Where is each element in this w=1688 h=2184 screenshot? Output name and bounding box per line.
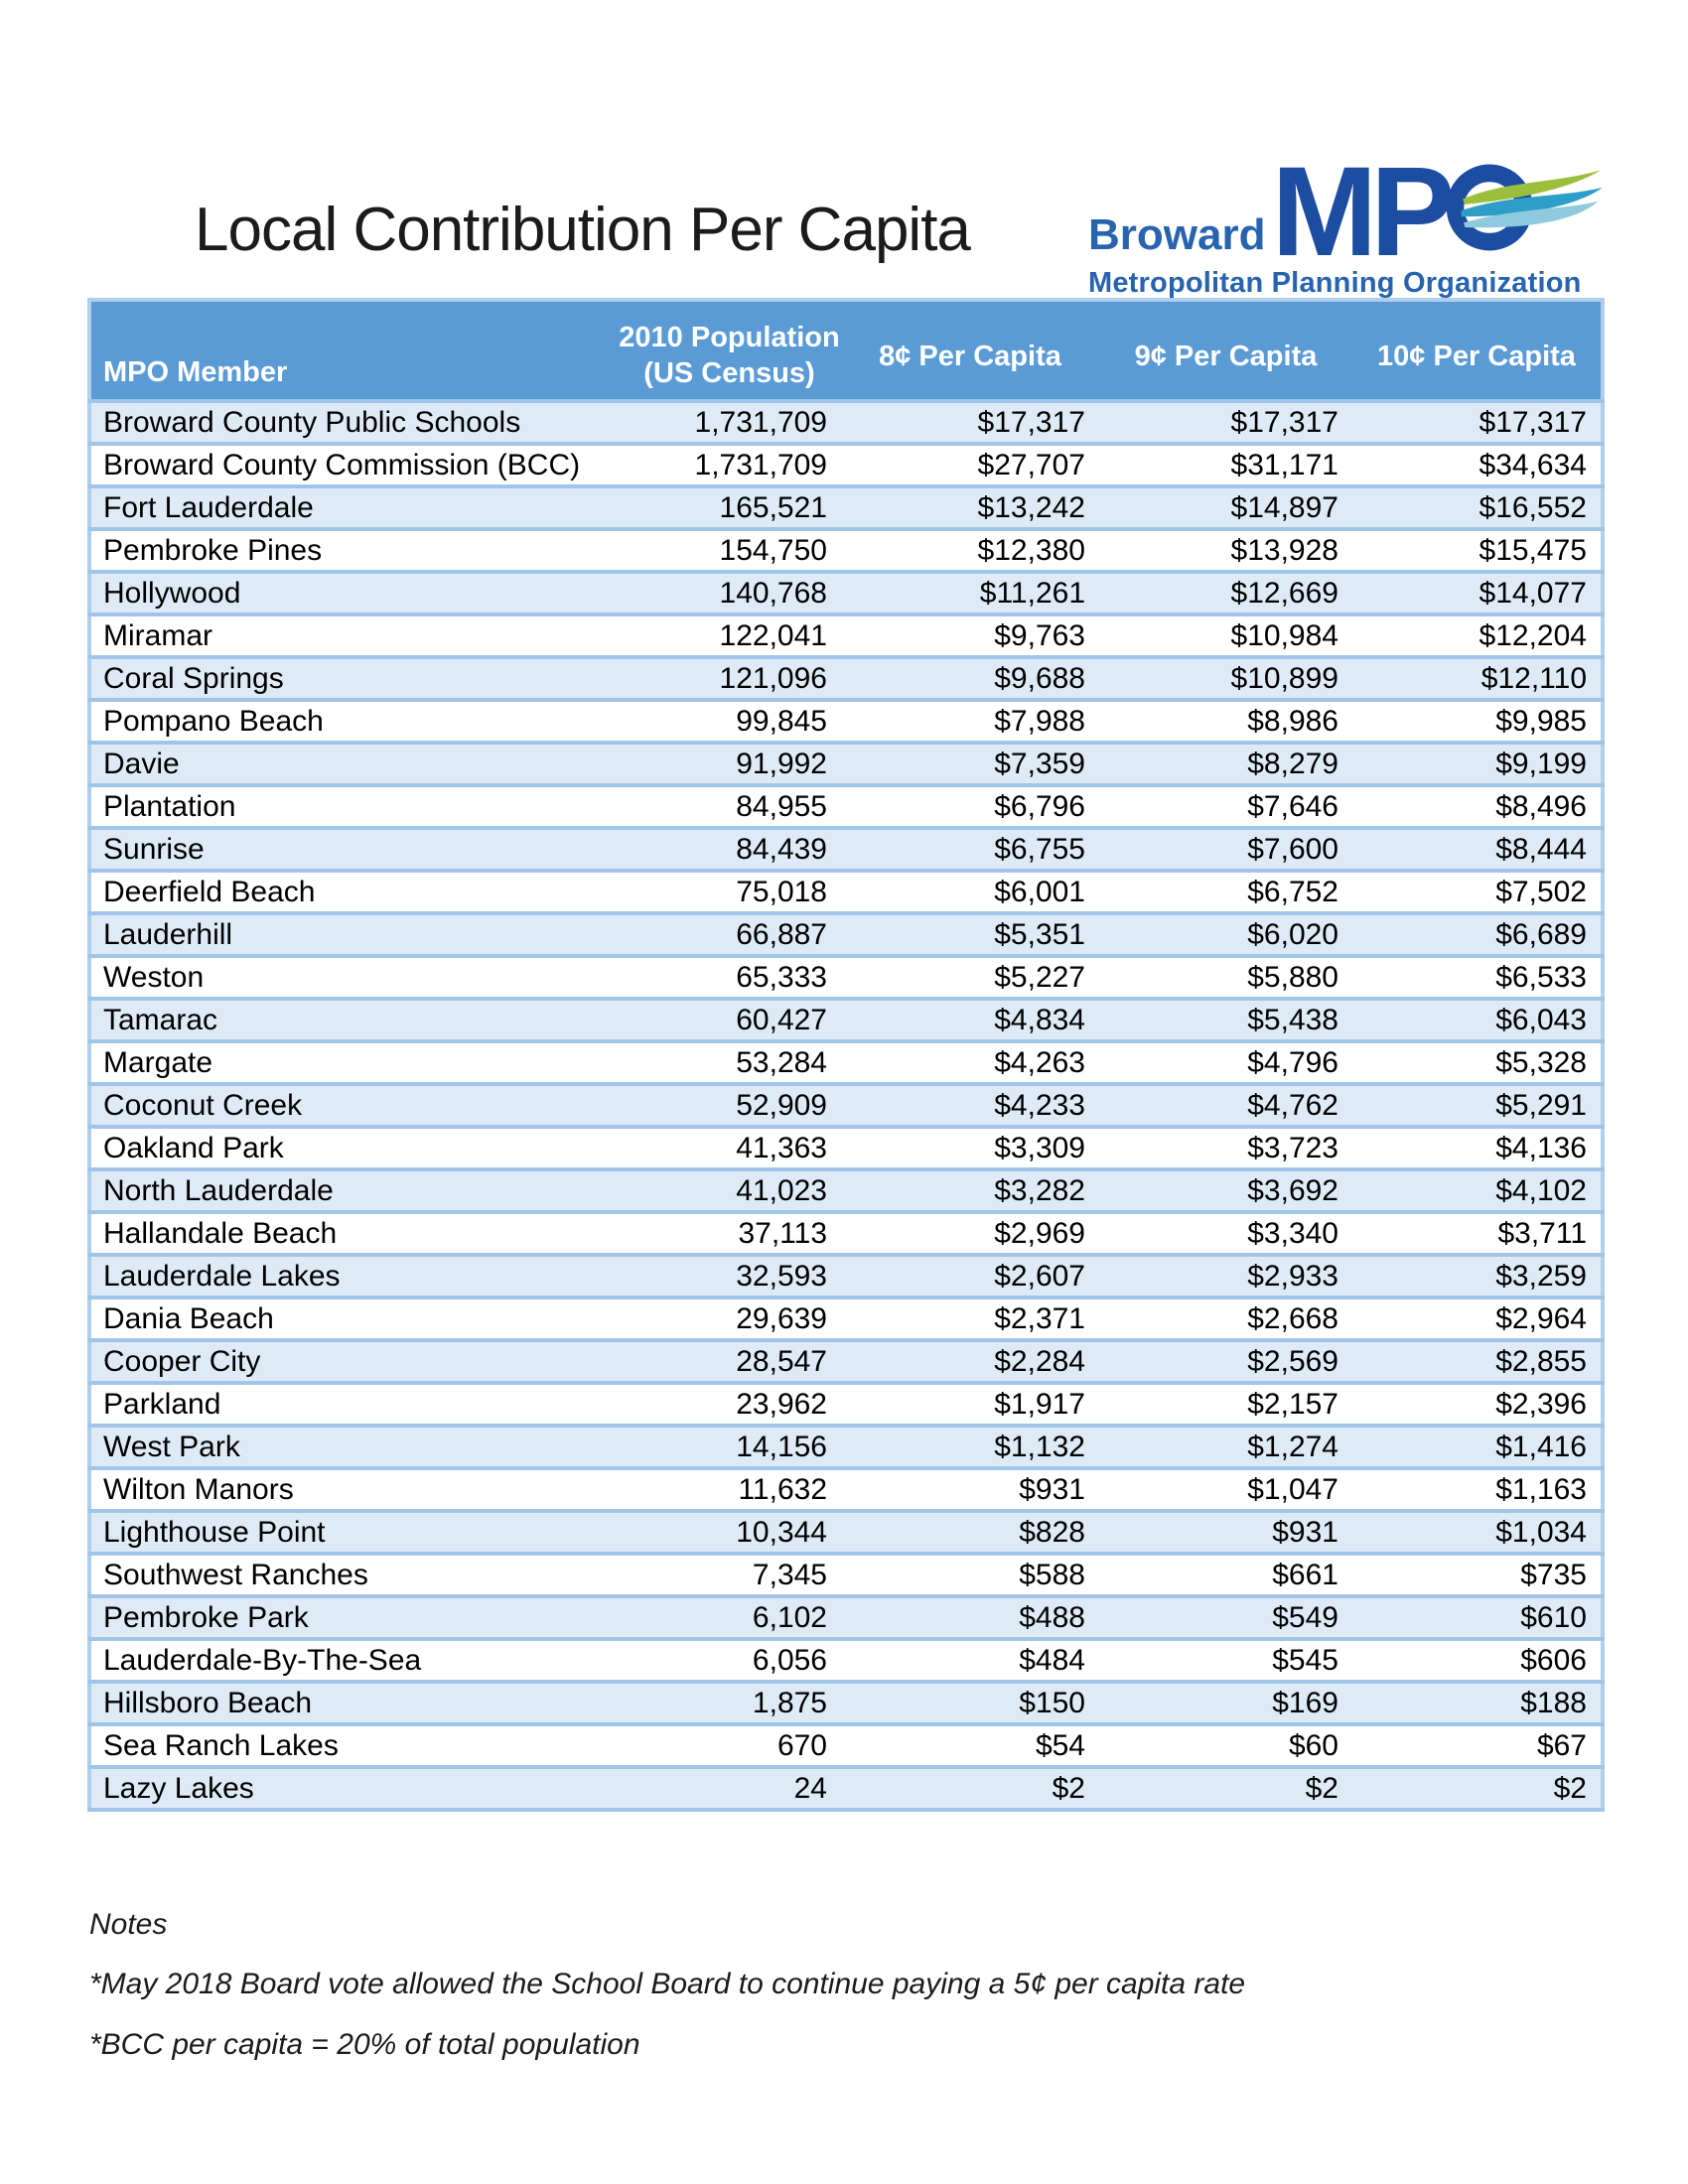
cell-mpo-member: Lighthouse Point	[89, 1511, 618, 1554]
table-row	[89, 1041, 1603, 1084]
cell-8c-amount: $150	[841, 1682, 1099, 1724]
cell-10c-amount: $8,496	[1352, 785, 1603, 828]
cell-mpo-member: Lauderdale-By-The-Sea	[89, 1639, 618, 1682]
cell-population: 23,962	[618, 1383, 841, 1426]
cell-10c-amount: $12,204	[1352, 614, 1603, 657]
cell-8c-amount: $2,284	[841, 1340, 1099, 1383]
cell-population: 140,768	[618, 572, 841, 614]
cell-10c-amount: $610	[1352, 1596, 1603, 1639]
cell-population: 6,102	[618, 1596, 841, 1639]
cell-mpo-member: Wilton Manors	[89, 1468, 618, 1511]
cell-population: 84,439	[618, 828, 841, 871]
cell-8c-amount: $2	[841, 1767, 1099, 1810]
cell-10c-amount: $1,163	[1352, 1468, 1603, 1511]
cell-10c-amount: $6,043	[1352, 999, 1603, 1041]
mpo-globe-swoosh-icon	[1444, 147, 1605, 268]
cell-8c-amount: $1,132	[841, 1426, 1099, 1468]
table-row	[89, 1724, 1603, 1767]
cell-population: 122,041	[618, 614, 841, 657]
cell-8c-amount: $3,309	[841, 1127, 1099, 1169]
cell-10c-amount: $5,328	[1352, 1041, 1603, 1084]
cell-9c-amount: $2,569	[1099, 1340, 1352, 1383]
cell-population: 99,845	[618, 700, 841, 743]
table-row	[89, 700, 1603, 743]
cell-8c-amount: $5,351	[841, 913, 1099, 956]
cell-mpo-member: Lazy Lakes	[89, 1767, 618, 1810]
logo-acronym-text: MP	[1271, 141, 1449, 284]
table-row	[89, 1084, 1603, 1127]
cell-mpo-member: Cooper City	[89, 1340, 618, 1383]
cell-population: 1,875	[618, 1682, 841, 1724]
cell-9c-amount: $549	[1099, 1596, 1352, 1639]
cell-10c-amount: $9,985	[1352, 700, 1603, 743]
cell-9c-amount: $2,157	[1099, 1383, 1352, 1426]
cell-population: 29,639	[618, 1297, 841, 1340]
cell-8c-amount: $4,834	[841, 999, 1099, 1041]
cell-population: 37,113	[618, 1212, 841, 1255]
cell-10c-amount: $34,634	[1352, 444, 1603, 486]
cell-10c-amount: $8,444	[1352, 828, 1603, 871]
cell-8c-amount: $2,607	[841, 1255, 1099, 1297]
cell-8c-amount: $828	[841, 1511, 1099, 1554]
cell-population: 121,096	[618, 657, 841, 700]
cell-mpo-member: Hallandale Beach	[89, 1212, 618, 1255]
cell-mpo-member: North Lauderdale	[89, 1169, 618, 1212]
cell-mpo-member: Coconut Creek	[89, 1084, 618, 1127]
cell-9c-amount: $545	[1099, 1639, 1352, 1682]
cell-8c-amount: $3,282	[841, 1169, 1099, 1212]
cell-8c-amount: $7,359	[841, 743, 1099, 785]
cell-8c-amount: $4,233	[841, 1084, 1099, 1127]
cell-mpo-member: Dania Beach	[89, 1297, 618, 1340]
broward-mpo-logo	[1088, 139, 1605, 300]
population-header-line1: 2010 Population	[619, 321, 840, 353]
table-row	[89, 1340, 1603, 1383]
table-row	[89, 1169, 1603, 1212]
cell-mpo-member: Davie	[89, 743, 618, 785]
column-header-population	[618, 300, 841, 401]
cell-9c-amount: $3,692	[1099, 1169, 1352, 1212]
table-row	[89, 913, 1603, 956]
table-row	[89, 1127, 1603, 1169]
cell-9c-amount: $8,986	[1099, 700, 1352, 743]
cell-9c-amount: $10,899	[1099, 657, 1352, 700]
page-title: Local Contribution Per Capita	[195, 196, 970, 264]
cell-9c-amount: $2	[1099, 1767, 1352, 1810]
cell-10c-amount: $3,259	[1352, 1255, 1603, 1297]
cell-mpo-member: Deerfield Beach	[89, 871, 618, 913]
cell-9c-amount: $6,752	[1099, 871, 1352, 913]
cell-population: 52,909	[618, 1084, 841, 1127]
cell-mpo-member: Lauderhill	[89, 913, 618, 956]
cell-8c-amount: $1,917	[841, 1383, 1099, 1426]
cell-9c-amount: $7,646	[1099, 785, 1352, 828]
cell-10c-amount: $7,502	[1352, 871, 1603, 913]
table-row	[89, 572, 1603, 614]
cell-9c-amount: $4,762	[1099, 1084, 1352, 1127]
cell-10c-amount: $1,034	[1352, 1511, 1603, 1554]
cell-mpo-member: Tamarac	[89, 999, 618, 1041]
table-row	[89, 743, 1603, 785]
cell-10c-amount: $17,317	[1352, 401, 1603, 444]
table-row	[89, 1511, 1603, 1554]
column-header-8c-per-capita: 8¢ Per Capita	[841, 300, 1099, 401]
cell-10c-amount: $2	[1352, 1767, 1603, 1810]
cell-10c-amount: $67	[1352, 1724, 1603, 1767]
table-header-row	[89, 300, 1603, 401]
table-row	[89, 401, 1603, 444]
per-capita-table	[87, 298, 1605, 1812]
cell-9c-amount: $10,984	[1099, 614, 1352, 657]
cell-population: 10,344	[618, 1511, 841, 1554]
cell-population: 670	[618, 1724, 841, 1767]
cell-9c-amount: $17,317	[1099, 401, 1352, 444]
cell-population: 75,018	[618, 871, 841, 913]
cell-mpo-member: Broward County Public Schools	[89, 401, 618, 444]
cell-10c-amount: $6,533	[1352, 956, 1603, 999]
cell-population: 84,955	[618, 785, 841, 828]
cell-mpo-member: Hollywood	[89, 572, 618, 614]
cell-10c-amount: $2,964	[1352, 1297, 1603, 1340]
cell-9c-amount: $13,928	[1099, 529, 1352, 572]
table-row	[89, 1682, 1603, 1724]
logo-brand-text: Broward	[1088, 210, 1266, 259]
population-header-line2: (US Census)	[643, 356, 815, 389]
table-row	[89, 999, 1603, 1041]
cell-population: 65,333	[618, 956, 841, 999]
cell-9c-amount: $2,668	[1099, 1297, 1352, 1340]
cell-10c-amount: $12,110	[1352, 657, 1603, 700]
cell-8c-amount: $2,969	[841, 1212, 1099, 1255]
cell-8c-amount: $13,242	[841, 486, 1099, 529]
table-row	[89, 444, 1603, 486]
cell-mpo-member: Fort Lauderdale	[89, 486, 618, 529]
cell-mpo-member: West Park	[89, 1426, 618, 1468]
cell-9c-amount: $12,669	[1099, 572, 1352, 614]
cell-population: 154,750	[618, 529, 841, 572]
cell-8c-amount: $488	[841, 1596, 1099, 1639]
cell-10c-amount: $16,552	[1352, 486, 1603, 529]
cell-8c-amount: $27,707	[841, 444, 1099, 486]
cell-8c-amount: $588	[841, 1554, 1099, 1596]
cell-mpo-member: Southwest Ranches	[89, 1554, 618, 1596]
table-row	[89, 529, 1603, 572]
cell-population: 7,345	[618, 1554, 841, 1596]
cell-population: 32,593	[618, 1255, 841, 1297]
table-row	[89, 486, 1603, 529]
cell-9c-amount: $5,438	[1099, 999, 1352, 1041]
cell-10c-amount: $188	[1352, 1682, 1603, 1724]
cell-10c-amount: $606	[1352, 1639, 1603, 1682]
cell-10c-amount: $9,199	[1352, 743, 1603, 785]
notes-section	[89, 1908, 1245, 2089]
table-row	[89, 1596, 1603, 1639]
cell-population: 41,363	[618, 1127, 841, 1169]
cell-mpo-member: Pompano Beach	[89, 700, 618, 743]
cell-8c-amount: $2,371	[841, 1297, 1099, 1340]
cell-mpo-member: Margate	[89, 1041, 618, 1084]
cell-10c-amount: $2,396	[1352, 1383, 1603, 1426]
cell-population: 14,156	[618, 1426, 841, 1468]
per-capita-table-container	[87, 298, 1601, 1812]
table-row	[89, 657, 1603, 700]
cell-9c-amount: $661	[1099, 1554, 1352, 1596]
cell-10c-amount: $4,136	[1352, 1127, 1603, 1169]
cell-population: 24	[618, 1767, 841, 1810]
cell-9c-amount: $1,274	[1099, 1426, 1352, 1468]
cell-8c-amount: $17,317	[841, 401, 1099, 444]
cell-8c-amount: $7,988	[841, 700, 1099, 743]
cell-10c-amount: $6,689	[1352, 913, 1603, 956]
cell-8c-amount: $6,796	[841, 785, 1099, 828]
cell-mpo-member: Lauderdale Lakes	[89, 1255, 618, 1297]
cell-mpo-member: Oakland Park	[89, 1127, 618, 1169]
column-header-9c-per-capita: 9¢ Per Capita	[1099, 300, 1352, 401]
table-row	[89, 1297, 1603, 1340]
cell-mpo-member: Coral Springs	[89, 657, 618, 700]
table-body	[89, 401, 1603, 1810]
cell-9c-amount: $2,933	[1099, 1255, 1352, 1297]
table-row	[89, 1554, 1603, 1596]
cell-9c-amount: $3,340	[1099, 1212, 1352, 1255]
cell-population: 28,547	[618, 1340, 841, 1383]
table-row	[89, 1468, 1603, 1511]
cell-8c-amount: $12,380	[841, 529, 1099, 572]
cell-8c-amount: $9,763	[841, 614, 1099, 657]
table-row	[89, 1426, 1603, 1468]
cell-population: 53,284	[618, 1041, 841, 1084]
table-row	[89, 1212, 1603, 1255]
cell-mpo-member: Hillsboro Beach	[89, 1682, 618, 1724]
cell-9c-amount: $8,279	[1099, 743, 1352, 785]
cell-10c-amount: $5,291	[1352, 1084, 1603, 1127]
table-row	[89, 1639, 1603, 1682]
cell-mpo-member: Sunrise	[89, 828, 618, 871]
cell-10c-amount: $1,416	[1352, 1426, 1603, 1468]
cell-9c-amount: $7,600	[1099, 828, 1352, 871]
cell-population: 6,056	[618, 1639, 841, 1682]
cell-8c-amount: $9,688	[841, 657, 1099, 700]
cell-9c-amount: $60	[1099, 1724, 1352, 1767]
cell-9c-amount: $4,796	[1099, 1041, 1352, 1084]
cell-mpo-member: Pembroke Park	[89, 1596, 618, 1639]
cell-8c-amount: $6,755	[841, 828, 1099, 871]
cell-8c-amount: $484	[841, 1639, 1099, 1682]
cell-9c-amount: $5,880	[1099, 956, 1352, 999]
cell-8c-amount: $54	[841, 1724, 1099, 1767]
cell-population: 60,427	[618, 999, 841, 1041]
cell-mpo-member: Weston	[89, 956, 618, 999]
cell-mpo-member: Miramar	[89, 614, 618, 657]
table-row	[89, 1383, 1603, 1426]
cell-mpo-member: Pembroke Pines	[89, 529, 618, 572]
notes-heading: Notes	[89, 1908, 168, 1941]
cell-8c-amount: $6,001	[841, 871, 1099, 913]
cell-mpo-member: Plantation	[89, 785, 618, 828]
logo-tagline-text: Metropolitan Planning Organization	[1088, 267, 1582, 299]
cell-population: 1,731,709	[618, 401, 841, 444]
cell-mpo-member: Parkland	[89, 1383, 618, 1426]
table-row	[89, 956, 1603, 999]
cell-10c-amount: $14,077	[1352, 572, 1603, 614]
cell-9c-amount: $931	[1099, 1511, 1352, 1554]
table-row	[89, 1767, 1603, 1810]
cell-8c-amount: $931	[841, 1468, 1099, 1511]
column-header-10c-per-capita: 10¢ Per Capita	[1352, 300, 1603, 401]
cell-8c-amount: $11,261	[841, 572, 1099, 614]
cell-9c-amount: $169	[1099, 1682, 1352, 1724]
cell-population: 1,731,709	[618, 444, 841, 486]
table-row	[89, 1255, 1603, 1297]
cell-10c-amount: $4,102	[1352, 1169, 1603, 1212]
table-row	[89, 828, 1603, 871]
cell-9c-amount: $6,020	[1099, 913, 1352, 956]
cell-10c-amount: $735	[1352, 1554, 1603, 1596]
cell-9c-amount: $31,171	[1099, 444, 1352, 486]
note-bcc-per-capita: *BCC per capita = 20% of total population	[89, 2028, 640, 2061]
cell-8c-amount: $4,263	[841, 1041, 1099, 1084]
cell-mpo-member: Sea Ranch Lakes	[89, 1724, 618, 1767]
column-header-mpo-member: MPO Member	[89, 300, 618, 401]
cell-10c-amount: $15,475	[1352, 529, 1603, 572]
cell-mpo-member: Broward County Commission (BCC)	[89, 444, 618, 486]
cell-9c-amount: $3,723	[1099, 1127, 1352, 1169]
cell-population: 11,632	[618, 1468, 841, 1511]
cell-population: 91,992	[618, 743, 841, 785]
cell-population: 66,887	[618, 913, 841, 956]
table-row	[89, 785, 1603, 828]
cell-8c-amount: $5,227	[841, 956, 1099, 999]
cell-9c-amount: $14,897	[1099, 486, 1352, 529]
table-row	[89, 871, 1603, 913]
cell-10c-amount: $3,711	[1352, 1212, 1603, 1255]
cell-population: 165,521	[618, 486, 841, 529]
cell-population: 41,023	[618, 1169, 841, 1212]
cell-9c-amount: $1,047	[1099, 1468, 1352, 1511]
table-row	[89, 614, 1603, 657]
cell-10c-amount: $2,855	[1352, 1340, 1603, 1383]
note-school-board: *May 2018 Board vote allowed the School Board to continue paying a 5¢ per capita rate	[89, 1968, 1246, 2000]
